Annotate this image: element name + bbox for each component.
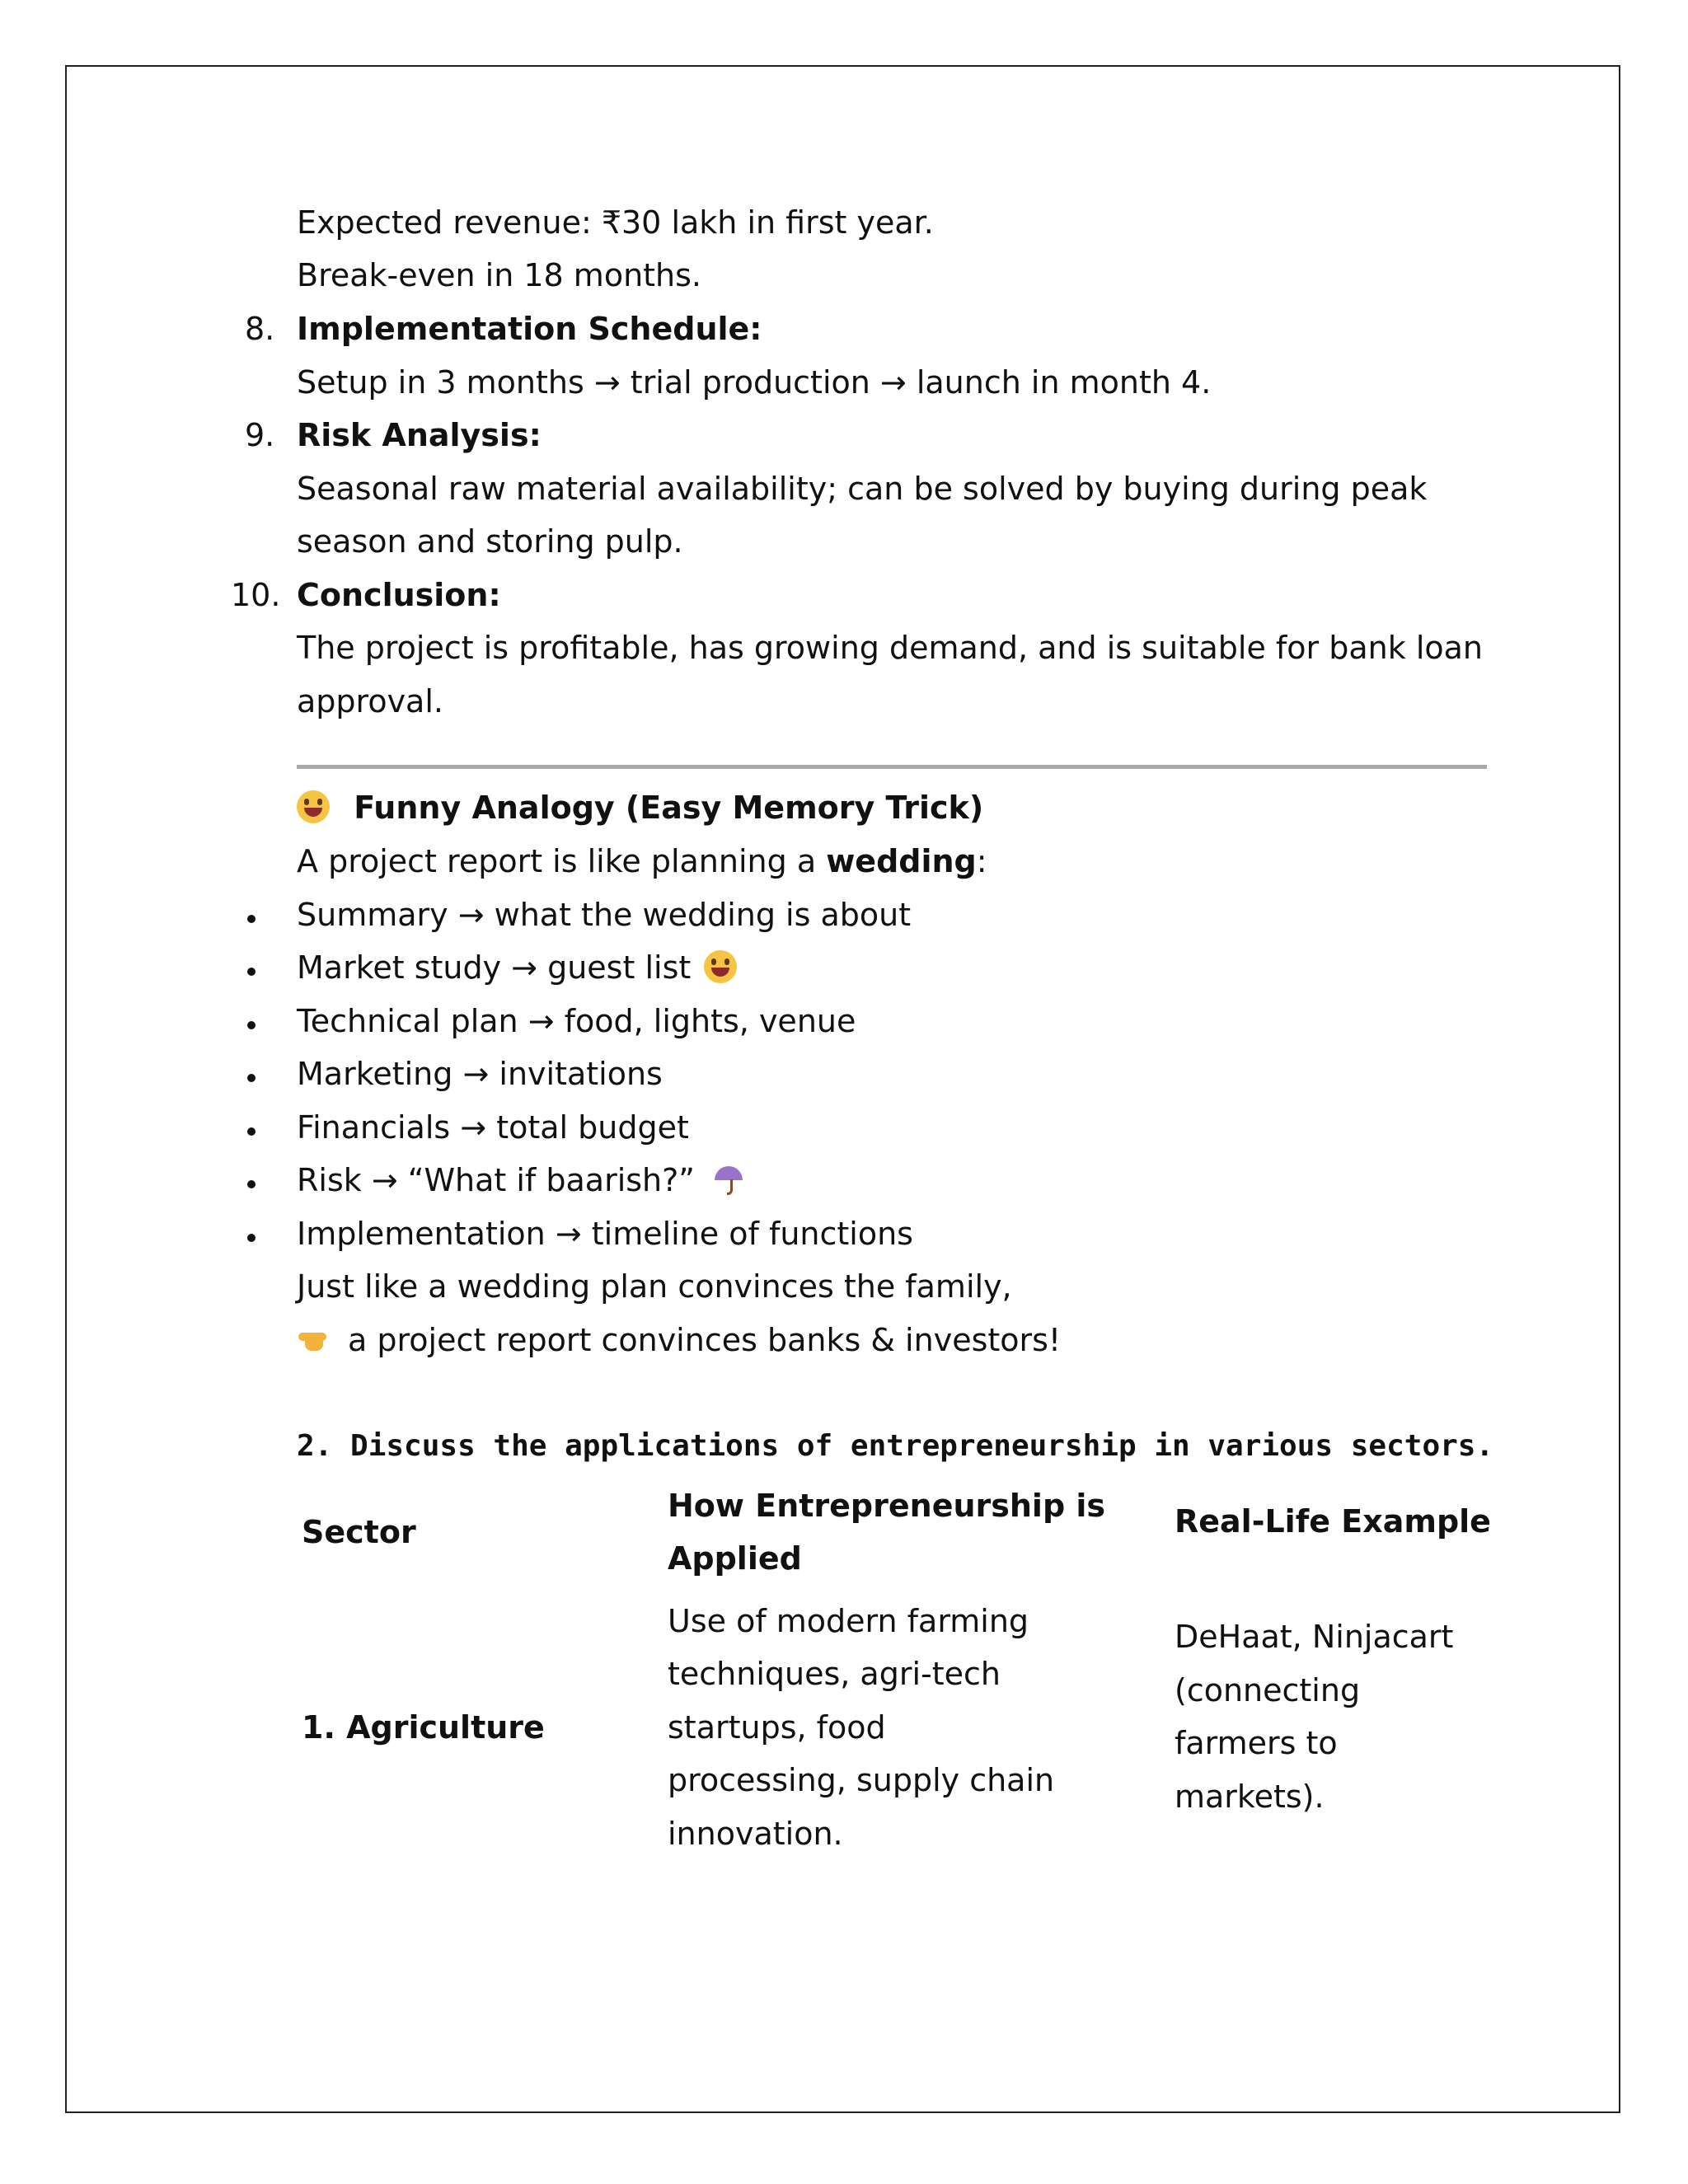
row-1-example-line: markets). (1175, 1779, 1325, 1815)
bullet-summary: Summary → what the wedding is about (297, 897, 912, 933)
breakeven-line: Break-even in 18 months. (297, 257, 702, 293)
bullet-implementation: Implementation → timeline of functions (297, 1216, 913, 1252)
umbrella-icon (711, 1163, 744, 1196)
row-1-how-line: startups, food (668, 1709, 886, 1746)
grinning-face-icon (704, 950, 737, 983)
grinning-face-icon (297, 790, 330, 823)
row-1-example-line: (connecting (1175, 1672, 1361, 1708)
bullet-dot (247, 1074, 256, 1082)
revenue-line: Expected revenue: ₹30 lakh in first year. (297, 204, 934, 241)
analogy-closing-2 (297, 1320, 1061, 1360)
analogy-intro-prefix: A project report is like planning a (297, 843, 827, 879)
row-1-example-line: farmers to (1175, 1725, 1338, 1761)
item-8-number: 8. (245, 311, 275, 347)
item-10-number: 10. (231, 577, 281, 613)
item-9-number: 9. (245, 417, 275, 453)
item-10-title: Conclusion: (297, 577, 501, 613)
header-how-line-1: How Entrepreneurship is (668, 1488, 1106, 1524)
pointing-hand-icon (297, 1323, 330, 1356)
horizontal-divider (297, 765, 1487, 769)
bullet-risk-text: Risk → “What if baarish?” (297, 1162, 695, 1198)
analogy-heading (297, 788, 983, 827)
item-8-title: Implementation Schedule: (297, 311, 762, 347)
item-10-text-2: approval. (297, 683, 443, 719)
row-1-how-line: Use of modern farming (668, 1603, 1029, 1639)
bullet-dot (247, 968, 256, 976)
row-1-how-line: processing, supply chain (668, 1762, 1055, 1798)
header-sector: Sector (302, 1514, 416, 1550)
analogy-heading-text: Funny Analogy (Easy Memory Trick) (354, 790, 984, 826)
bullet-dot (247, 1234, 256, 1242)
bullet-marketing: Marketing → invitations (297, 1056, 663, 1092)
item-9-text-1: Seasonal raw material availability; can be solved by buying during peak (297, 471, 1428, 507)
analogy-intro-suffix: : (976, 843, 987, 879)
bullet-dot (247, 1180, 256, 1188)
row-1-sector: 1. Agriculture (302, 1709, 545, 1746)
analogy-intro (297, 841, 987, 881)
analogy-closing-1: Just like a wedding plan convinces the family, (297, 1268, 1012, 1305)
item-10-text-1: The project is profitable, has growing demand, and is suitable for bank loan (297, 630, 1483, 666)
bullet-risk (297, 1160, 744, 1200)
bullet-dot (247, 915, 256, 923)
bullet-dot (247, 1021, 256, 1029)
row-1-how-line: techniques, agri-tech (668, 1656, 1001, 1692)
header-how-line-2: Applied (668, 1540, 802, 1577)
bullet-dot (247, 1127, 256, 1136)
bullet-technical-plan: Technical plan → food, lights, venue (297, 1003, 856, 1039)
item-9-text-2: season and storing pulp. (297, 523, 683, 560)
row-1-how-line: innovation. (668, 1816, 843, 1852)
header-example: Real-Life Example (1175, 1503, 1491, 1540)
analogy-intro-bold: wedding (826, 843, 977, 879)
bullet-market-study (297, 948, 737, 987)
row-1-example-line: DeHaat, Ninjacart (1175, 1619, 1454, 1655)
bullet-market-study-text: Market study → guest list (297, 949, 692, 986)
bullet-financials: Financials → total budget (297, 1109, 689, 1146)
question-heading: 2. Discuss the applications of entrepreneurship in various sectors. (297, 1429, 1494, 1463)
analogy-closing-2-text: a project report convinces banks & investors! (348, 1322, 1062, 1358)
item-8-text: Setup in 3 months → trial production → launch in month 4. (297, 364, 1212, 401)
item-9-title: Risk Analysis: (297, 417, 542, 453)
